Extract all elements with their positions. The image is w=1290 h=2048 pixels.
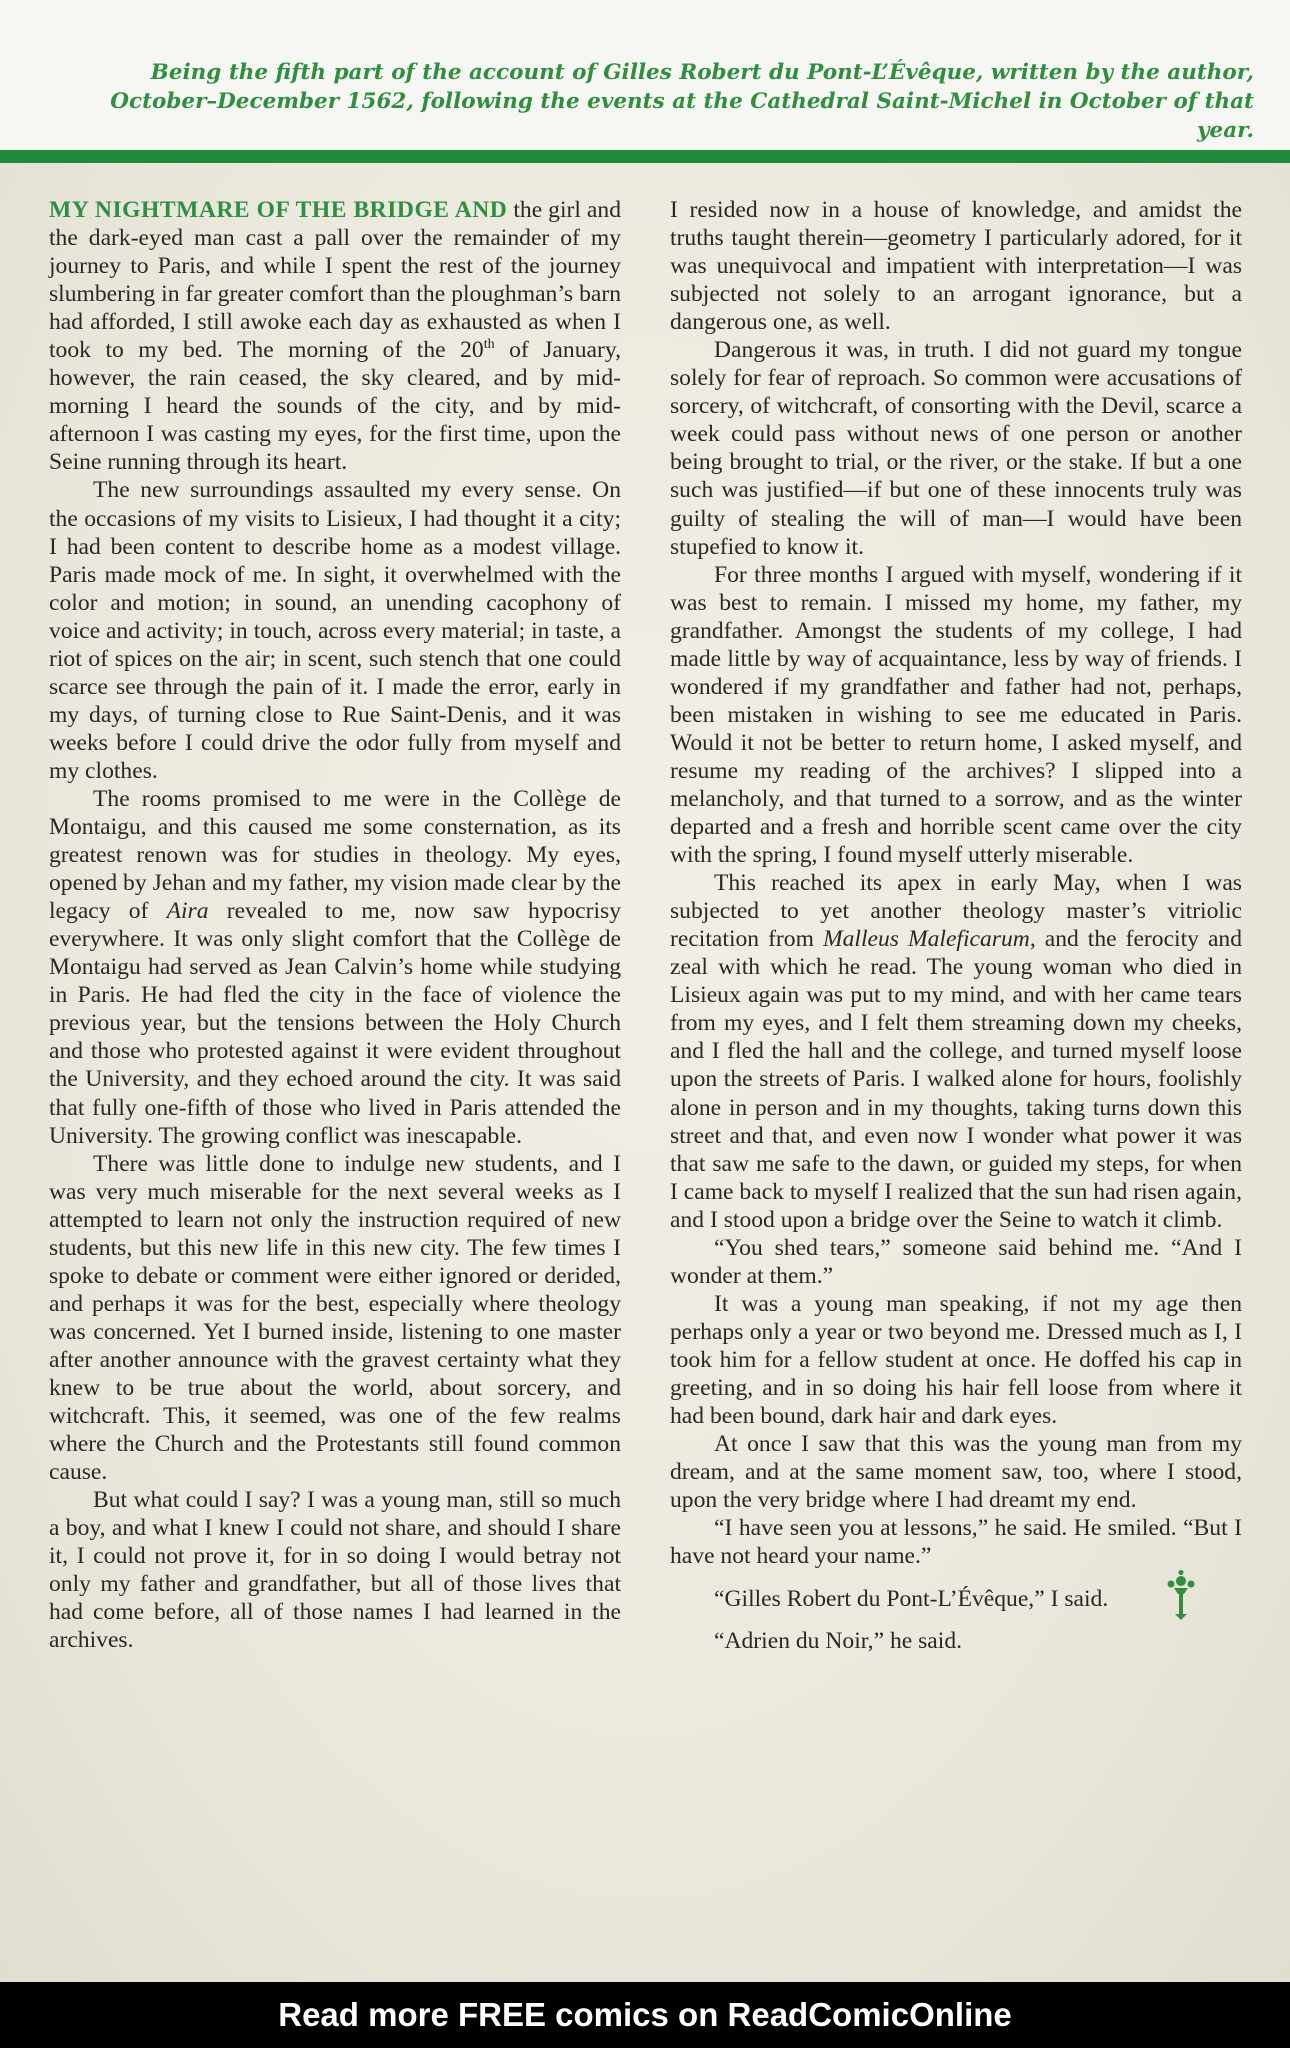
promo-banner[interactable]: [0, 1982, 1290, 2048]
paragraph: But what could I say? I was a young man, still so much a boy, and what I knew I could not share, and should I share it, I could not prove it, for in so doing I would betray not only my father and grandfather, but all of those lives that had come before, all of those names I had learned in the archives.: [49, 1487, 621, 1654]
paragraph-text: the girl and the dark-eyed man cast a pall over the remainder of my journey to Paris, and while I spent the rest of the journey slumbering in far greater comfort than the ploughman’s barn had afforded, I still awoke each day as exhausted as when I took to my bed. The morning of the 20: [49, 197, 621, 364]
paragraph: The new surroundings assaulted my every sense. On the occasions of my visits to Lisieux, I had thought it a city; I had been content to describe home as a modest village. Paris made mock of me. In sight, it overwhelmed with the color and motion; in sound, an unending cacophony of voice and activity; in touch, across every material; in taste, a riot of spices on the air; in scent, such stench that one could scarce see through the pain of it. I made the error, early in my days, of turning close to Rue Saint-Denis, and it was weeks before I could drive the odor fully from myself and my clothes.: [49, 477, 621, 784]
paragraph: [670, 1570, 1242, 1627]
ordinal-suffix: th: [483, 337, 495, 353]
paragraph: [49, 785, 621, 1150]
paragraph-text: , and the ferocity and zeal with which he read. The young woman who died in Lisieux again was put to my mind, and with her came tears from my eyes, and I felt them streaming down my cheeks, and I fled the hall and the college, and turned myself loose upon the streets of Paris. I walked alone for hours, foolishly alone in person and in my thoughts, taking turns down this street and that, and even now I wonder what power it was that saw me safe to the dawn, or guided my steps, for when I came back to myself I realized that the sun had risen again, and I stood upon a bridge over the Seine to watch it climb.: [670, 926, 1243, 1233]
paragraph: “You shed tears,” someone said behind me. “And I wonder at them.”: [670, 1234, 1242, 1289]
paragraph-text: of January, however, the rain ceased, the sky cleared, and by mid-morning I heard the sounds of the city, and by mid-afternoon I was casting my eyes, for the first time, upon the Seine running through its heart.: [49, 337, 621, 476]
text-column-right: [670, 196, 1242, 1655]
intro-caption: Being the fifth part of the account of Gilles Robert du Pont-L’Évêque, written by the author, October–December 1562, following the events at the Cathedral Saint-Michel in October of that year.: [110, 60, 1254, 143]
paragraph: There was little done to indulge new students, and I was very much miserable for the next several weeks as I attempted to learn not only the instruction required of new students, but this new life in this new city. The few times I spoke to debate or comment were either ignored or derided, and perhaps it was for the best, especially where theology was concerned. Yet I burned inside, listening to one master after another announce with the gravest certainty what they knew to be true about the world, about sorcery, and witchcraft. This, it seemed, was one of the few realms where the Church and the Protestants still found common cause.: [49, 1150, 621, 1486]
paragraph-text: “Gilles Robert du Pont-L’Évêque,” I said.: [714, 1586, 1109, 1613]
paragraph: I resided now in a house of knowledge, and amidst the truths taught therein—geometry I particularly adored, for it was unequivocal and impatient with interpretation—I was subjected not solely to an arrogant ignorance, but a dangerous one, as well.: [670, 197, 1242, 336]
paragraph: [49, 196, 621, 476]
paragraph: At once I saw that this was the young man from my dream, and at the same moment saw, too, where I stood, upon the very bridge where I had dreamt my end.: [670, 1431, 1242, 1514]
paragraph-text: revealed to me, now saw hypocrisy everywhere. It was only slight comfort that the Collège de Montaigu had served as Jean Calvin’s home while studying in Paris. He had fled the city in the face of violence the previous year, but the tensions between the Holy Church and those who protested against it were evident throughout the University, and they echoed around the city. It was said that fully one-fifth of those who lived in Paris attended the University. The growing conflict was inescapable.: [49, 898, 622, 1149]
paragraph-text: This reached its apex in early May, when I was subjected to yet another theology master’s vitriolic recitation from: [670, 870, 1242, 953]
promo-banner-text[interactable]: Read more FREE comics on ReadComicOnline: [278, 1996, 1012, 2033]
paragraph-text: The rooms promised to me were in the Collège de Montaigu, and this caused me some consternation, as its greatest renown was for studies in theology. My eyes, opened by Jehan and my father, my vision made clear by the legacy of: [49, 785, 621, 925]
text-column-left: [49, 196, 621, 1654]
header-rule: [0, 150, 1290, 163]
book-title: Aira: [166, 898, 209, 925]
paragraph: [670, 869, 1242, 1234]
paragraph: Dangerous it was, in truth. I did not guard my tongue solely for fear of reproach. So common were accusations of sorcery, of witchcraft, of consorting with the Devil, scarce a week could pass without news of one person or another being brought to trial, or the river, or the stake. If but a one such was justified—if but one of these innocents truly was guilty of stealing the will of man—I would have been stupefied to know it.: [670, 337, 1242, 560]
paragraph: “I have seen you at lessons,” he said. He smiled. “But I have not heard your name.”: [670, 1515, 1242, 1570]
fleur-end-mark-icon: [1122, 1570, 1196, 1627]
paragraph: “Adrien du Noir,” he said.: [714, 1628, 963, 1655]
paragraph: It was a young man speaking, if not my age then perhaps only a year or two beyond me. Dressed much as I, I took him for a fellow student at once. He doffed his cap in greeting, and in so doing his hair fell loose from where it had been bound, dark hair and dark eyes.: [670, 1290, 1242, 1430]
lead-in: MY NIGHTMARE OF THE BRIDGE AND: [49, 197, 508, 223]
book-title: Malleus Maleficarum: [822, 926, 1030, 953]
header-band: [0, 0, 1290, 150]
paragraph: For three months I argued with myself, wondering if it was best to remain. I missed my home, my father, my grandfather. Amongst the students of my college, I had made little by way of acquaintance, less by way of friends. I wondered if my grandfather and father had not, perhaps, been mistaken in wishing to see me educated in Paris. Would it not be better to return home, I asked myself, and resume my reading of the archives? I slipped into a melancholy, and that turned to a sorrow, and as the winter departed and a fresh and horrible scent came over the city with the spring, I found myself utterly miserable.: [670, 561, 1242, 869]
